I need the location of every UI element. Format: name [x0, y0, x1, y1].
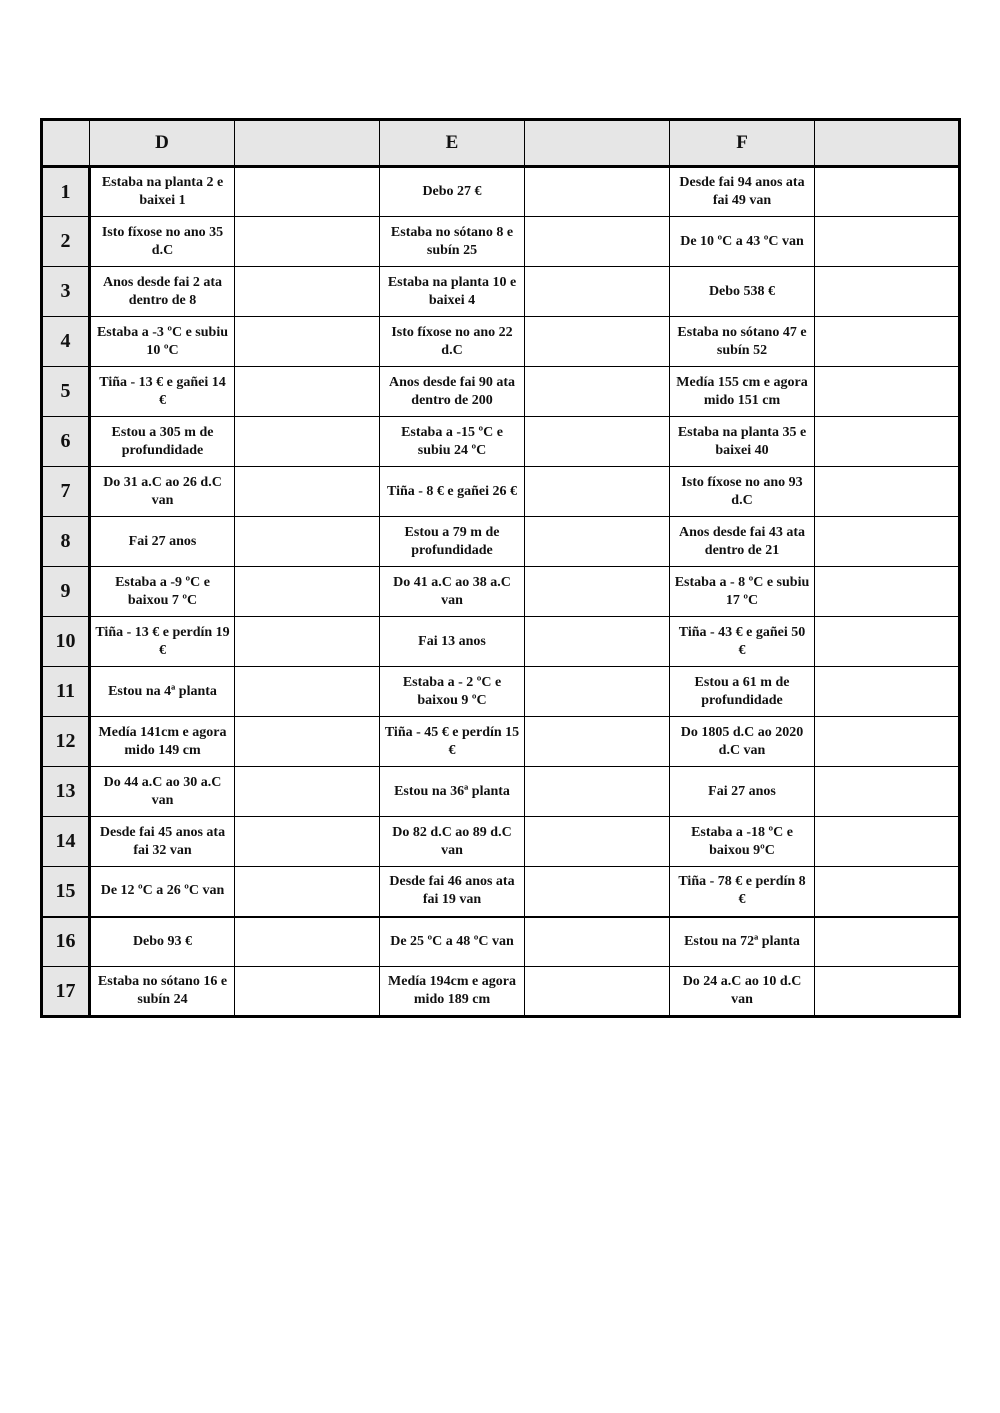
table-row [42, 517, 960, 567]
answer-cell-d[interactable] [235, 267, 380, 317]
row-number: 4 [42, 317, 90, 367]
answer-cell-e[interactable] [525, 467, 670, 517]
row-number: 3 [42, 267, 90, 317]
cell-e: Desde fai 46 anos ata fai 19 van [380, 867, 525, 917]
answer-cell-f[interactable] [815, 917, 960, 967]
answer-cell-d[interactable] [235, 517, 380, 567]
column-header-f: F [670, 120, 815, 167]
cell-e: Fai 13 anos [380, 617, 525, 667]
row-number: 9 [42, 567, 90, 617]
answer-cell-e[interactable] [525, 967, 670, 1017]
cell-f: Estaba no sótano 47 e subín 52 [670, 317, 815, 367]
answer-cell-d[interactable] [235, 767, 380, 817]
answer-cell-e[interactable] [525, 317, 670, 367]
cell-e: De 25 ºC a 48 ºC van [380, 917, 525, 967]
answer-cell-f[interactable] [815, 867, 960, 917]
answer-cell-f[interactable] [815, 317, 960, 367]
cell-f: Medía 155 cm e agora mido 151 cm [670, 367, 815, 417]
cell-e: Anos desde fai 90 ata dentro de 200 [380, 367, 525, 417]
table-row [42, 617, 960, 667]
table-row [42, 717, 960, 767]
row-number: 5 [42, 367, 90, 417]
answer-cell-d[interactable] [235, 967, 380, 1017]
cell-d: Anos desde fai 2 ata dentro de 8 [90, 267, 235, 317]
answer-cell-f[interactable] [815, 417, 960, 467]
cell-d: Estaba na planta 2 e baixei 1 [90, 167, 235, 217]
table-row [42, 567, 960, 617]
cell-d: Estaba a -3 ºC e subiu 10 ºC [90, 317, 235, 367]
answer-cell-d[interactable] [235, 217, 380, 267]
answer-cell-d[interactable] [235, 917, 380, 967]
row-number: 16 [42, 917, 90, 967]
column-header-row [42, 120, 960, 167]
answer-cell-e[interactable] [525, 367, 670, 417]
answer-cell-e[interactable] [525, 267, 670, 317]
cell-f: Debo 538 € [670, 267, 815, 317]
answer-cell-e[interactable] [525, 667, 670, 717]
cell-f: Tiña - 43 € e gañei 50 € [670, 617, 815, 667]
table-row [42, 817, 960, 867]
column-blank-header [525, 120, 670, 167]
table-row [42, 267, 960, 317]
cell-f: De 10 ºC a 43 ºC van [670, 217, 815, 267]
cell-d: Tiña - 13 € e gañei 14 € [90, 367, 235, 417]
answer-cell-f[interactable] [815, 167, 960, 217]
worksheet-table [40, 118, 961, 1018]
answer-cell-f[interactable] [815, 817, 960, 867]
answer-cell-f[interactable] [815, 667, 960, 717]
answer-cell-f[interactable] [815, 717, 960, 767]
cell-f: Estou na 72ª planta [670, 917, 815, 967]
answer-cell-f[interactable] [815, 267, 960, 317]
cell-d: Estou a 305 m de profundidade [90, 417, 235, 467]
answer-cell-e[interactable] [525, 217, 670, 267]
answer-cell-f[interactable] [815, 967, 960, 1017]
answer-cell-d[interactable] [235, 367, 380, 417]
cell-e: Estaba na planta 10 e baixei 4 [380, 267, 525, 317]
row-number: 14 [42, 817, 90, 867]
corner-cell [42, 120, 90, 167]
cell-e: Debo 27 € [380, 167, 525, 217]
cell-e: Do 41 a.C ao 38 a.C van [380, 567, 525, 617]
table-row [42, 417, 960, 467]
column-blank-header [815, 120, 960, 167]
cell-f: Do 1805 d.C ao 2020 d.C van [670, 717, 815, 767]
answer-cell-d[interactable] [235, 717, 380, 767]
cell-d: De 12 ºC a 26 ºC van [90, 867, 235, 917]
table-row [42, 917, 960, 967]
answer-cell-e[interactable] [525, 417, 670, 467]
cell-e: Estaba no sótano 8 e subín 25 [380, 217, 525, 267]
cell-e: Estou a 79 m de profundidade [380, 517, 525, 567]
answer-cell-d[interactable] [235, 417, 380, 467]
answer-cell-f[interactable] [815, 617, 960, 667]
cell-f: Estaba a -18 ºC e baixou 9ºC [670, 817, 815, 867]
cell-f: Anos desde fai 43 ata dentro de 21 [670, 517, 815, 567]
answer-cell-f[interactable] [815, 217, 960, 267]
cell-e: Estaba a - 2 ºC e baixou 9 ºC [380, 667, 525, 717]
cell-f: Estaba na planta 35 e baixei 40 [670, 417, 815, 467]
cell-d: Estou na 4ª planta [90, 667, 235, 717]
cell-d: Medía 141cm e agora mido 149 cm [90, 717, 235, 767]
column-header-e: E [380, 120, 525, 167]
cell-e: Estaba a -15 ºC e subiu 24 ºC [380, 417, 525, 467]
cell-d: Estaba no sótano 16 e subín 24 [90, 967, 235, 1017]
row-number: 8 [42, 517, 90, 567]
answer-cell-f[interactable] [815, 367, 960, 417]
cell-f: Tiña - 78 € e perdín 8 € [670, 867, 815, 917]
answer-cell-d[interactable] [235, 817, 380, 867]
cell-f: Estou a 61 m de profundidade [670, 667, 815, 717]
cell-d: Isto fíxose no ano 35 d.C [90, 217, 235, 267]
cell-f: Fai 27 anos [670, 767, 815, 817]
cell-d: Do 44 a.C ao 30 a.C van [90, 767, 235, 817]
table-row [42, 667, 960, 717]
row-number: 12 [42, 717, 90, 767]
cell-e: Medía 194cm e agora mido 189 cm [380, 967, 525, 1017]
answer-cell-e[interactable] [525, 517, 670, 567]
row-number: 1 [42, 167, 90, 217]
column-blank-header [235, 120, 380, 167]
answer-cell-f[interactable] [815, 567, 960, 617]
table-row [42, 167, 960, 217]
answer-cell-f[interactable] [815, 517, 960, 567]
answer-cell-e[interactable] [525, 767, 670, 817]
answer-cell-e[interactable] [525, 917, 670, 967]
table-row [42, 867, 960, 917]
table-row [42, 217, 960, 267]
column-header-d: D [90, 120, 235, 167]
answer-cell-d[interactable] [235, 867, 380, 917]
cell-e: Do 82 d.C ao 89 d.C van [380, 817, 525, 867]
answer-cell-d[interactable] [235, 467, 380, 517]
row-number: 17 [42, 967, 90, 1017]
answer-cell-d[interactable] [235, 617, 380, 667]
answer-cell-e[interactable] [525, 567, 670, 617]
table-row [42, 317, 960, 367]
row-number: 13 [42, 767, 90, 817]
cell-d: Tiña - 13 € e perdín 19 € [90, 617, 235, 667]
answer-cell-d[interactable] [235, 567, 380, 617]
row-number: 11 [42, 667, 90, 717]
cell-e: Isto fíxose no ano 22 d.C [380, 317, 525, 367]
cell-d: Fai 27 anos [90, 517, 235, 567]
answer-cell-d[interactable] [235, 667, 380, 717]
table-row [42, 767, 960, 817]
answer-cell-f[interactable] [815, 767, 960, 817]
answer-cell-e[interactable] [525, 617, 670, 667]
answer-cell-d[interactable] [235, 167, 380, 217]
cell-f: Desde fai 94 anos ata fai 49 van [670, 167, 815, 217]
cell-e: Estou na 36ª planta [380, 767, 525, 817]
cell-f: Isto fíxose no ano 93 d.C [670, 467, 815, 517]
row-number: 7 [42, 467, 90, 517]
row-number: 15 [42, 867, 90, 917]
row-number: 2 [42, 217, 90, 267]
answer-cell-d[interactable] [235, 317, 380, 367]
cell-e: Tiña - 45 € e perdín 15 € [380, 717, 525, 767]
answer-cell-f[interactable] [815, 467, 960, 517]
table-body [42, 167, 960, 1017]
cell-f: Do 24 a.C ao 10 d.C van [670, 967, 815, 1017]
cell-d: Do 31 a.C ao 26 d.C van [90, 467, 235, 517]
cell-d: Debo 93 € [90, 917, 235, 967]
answer-cell-e[interactable] [525, 167, 670, 217]
cell-d: Estaba a -9 ºC e baixou 7 ºC [90, 567, 235, 617]
table-row [42, 967, 960, 1017]
row-number: 10 [42, 617, 90, 667]
answer-cell-e[interactable] [525, 867, 670, 917]
table-row [42, 467, 960, 517]
cell-d: Desde fai 45 anos ata fai 32 van [90, 817, 235, 867]
answer-cell-e[interactable] [525, 817, 670, 867]
cell-e: Tiña - 8 € e gañei 26 € [380, 467, 525, 517]
row-number: 6 [42, 417, 90, 467]
table-row [42, 367, 960, 417]
cell-f: Estaba a - 8 ºC e subiu 17 ºC [670, 567, 815, 617]
answer-cell-e[interactable] [525, 717, 670, 767]
